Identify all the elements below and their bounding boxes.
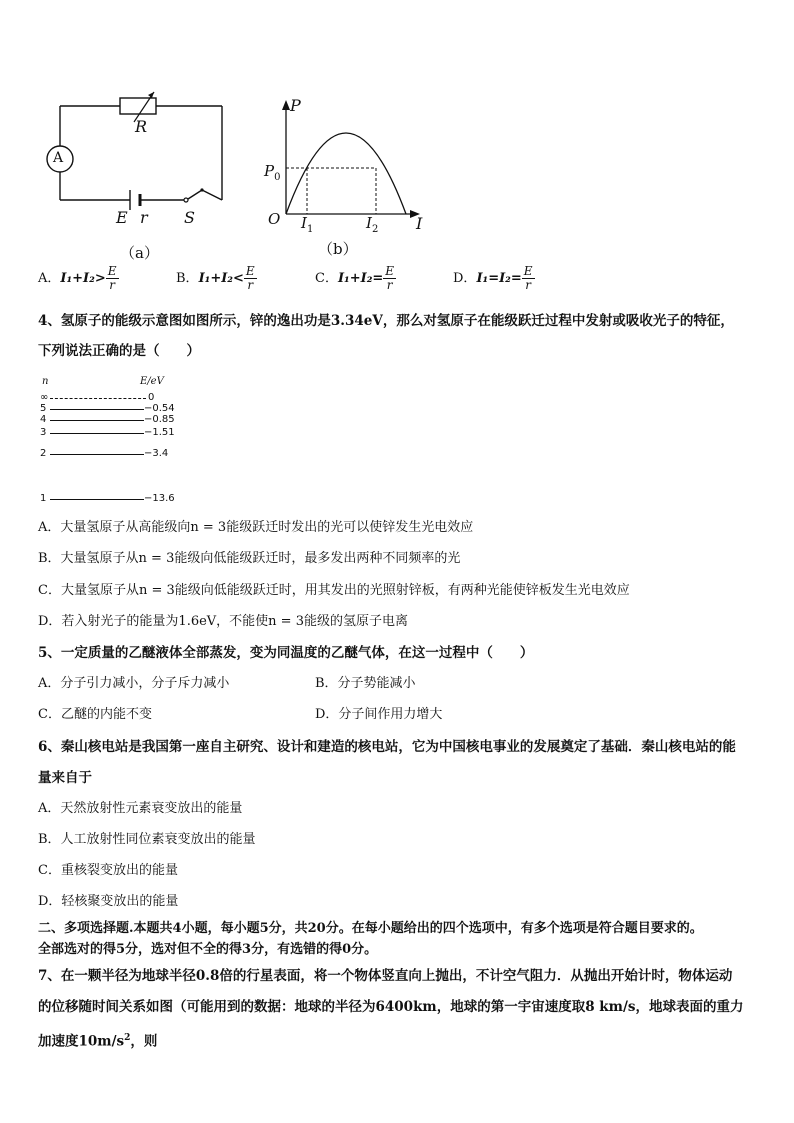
level-5: 5 −0.54 (40, 403, 175, 414)
q4-option-d: D．若入射光子的能量为1.6eV，不能使n = 3能级的氢原子电离 (38, 614, 408, 629)
q4-stem-line1: 4、氢原子的能级示意图如图所示，锌的逸出功是3.34eV，那么对氢原子在能级跃迁过程中发射或吸收光子的特征， (38, 313, 734, 329)
circuit-figure-a (40, 88, 240, 263)
level-2: 2 −3.4 (40, 448, 169, 459)
x-axis-label: I (416, 214, 423, 233)
internal-resistance-label: r (140, 208, 148, 227)
level-3: 3 −1.51 (40, 427, 175, 438)
q5-option-b: B．分子势能减小 (315, 676, 416, 691)
p0-label: $P_0$ (264, 162, 281, 183)
section2-heading-line1: 二、多项选择题.本题共4小题，每小题5分，共20分。在每小题给出的四个选项中，有多个选项是符合题目要求的。 (38, 921, 703, 936)
y-axis-label: P (290, 96, 301, 115)
ammeter-label: A (53, 150, 64, 166)
level-4: 4 −0.85 (40, 414, 175, 425)
q7-stem-line3: 加速度$10m/s^2$，则 (38, 1033, 158, 1050)
q3-option-c: C．I₁+I₂= $\frac{E}{r}$ (315, 264, 395, 292)
q5-option-c: C．乙醚的内能不变 (38, 707, 152, 722)
q6-option-a: A．天然放射性元素衰变放出的能量 (38, 801, 243, 816)
figure-a-caption: （a） (120, 244, 159, 262)
switch-label: S (184, 208, 195, 227)
q4-option-b: B．大量氢原子从n = 3能级向低能级跃迁时，最多发出两种不同频率的光 (38, 551, 461, 566)
q3-option-d: D．I₁=I₂= $\frac{E}{r}$ (453, 264, 533, 292)
q6-option-c: C．重核裂变放出的能量 (38, 863, 178, 878)
q3-option-a: A．I₁+I₂> $\frac{E}{r}$ (38, 264, 117, 292)
q3-option-b: B．I₁+I₂< $\frac{E}{r}$ (176, 264, 255, 292)
q4-option-c: C．大量氢原子从n = 3能级向低能级跃迁时，用其发出的光照射锌板，有两种光能使锌板发生光电效应 (38, 583, 630, 598)
n-header: n (42, 376, 49, 387)
i2-label: $I_2$ (366, 214, 379, 235)
q6-stem-line2: 量来自于 (38, 770, 92, 786)
level-1: 1 −13.6 (40, 493, 175, 504)
power-current-graph (262, 92, 432, 232)
q5-option-d: D．分子间作用力增大 (315, 707, 443, 722)
resistor-label: R (135, 117, 148, 136)
section2-heading-line2: 全部选对的得5分，选对但不全的得3分，有选错的得0分。 (38, 942, 378, 957)
q4-option-a: A．大量氢原子从高能级向n = 3能级跃迁时发出的光可以使锌发生光电效应 (38, 520, 474, 535)
q6-stem-line1: 6、秦山核电站是我国第一座自主研究、设计和建造的核电站，它为中国核电事业的发展奠定了基础．秦山核电站的能 (38, 739, 736, 755)
e-header: E/eV (140, 376, 164, 387)
q4-stem-line2: 下列说法正确的是（ ） (38, 343, 200, 359)
q6-option-d: D．轻核聚变放出的能量 (38, 894, 179, 909)
rheostat (120, 98, 156, 114)
q5-stem: 5、一定质量的乙醚液体全部蒸发，变为同温度的乙醚气体，在这一过程中（ ） (38, 645, 534, 661)
q5-option-a: A．分子引力减小，分子斥力减小 (38, 676, 230, 691)
q7-stem-line2: 的位移随时间关系如图（可能用到的数据：地球的半径为6400km，地球的第一宇宙速度取8 km/s，地球表面的重力 (38, 999, 744, 1015)
emf-label: E (116, 208, 128, 227)
q6-option-b: B．人工放射性同位素衰变放出的能量 (38, 832, 256, 847)
origin-label: O (268, 210, 281, 228)
figure-b-caption: （b） (318, 240, 358, 258)
i1-label: $I_1$ (301, 214, 314, 235)
q7-stem-line1: 7、在一颗半径为地球半径0.8倍的行星表面，将一个物体竖直向上抛出，不计空气阻力．从抛出开始计时，物体运动 (38, 968, 733, 984)
level-inf: ∞ 0 (40, 392, 155, 403)
energy-level-diagram (38, 376, 188, 506)
